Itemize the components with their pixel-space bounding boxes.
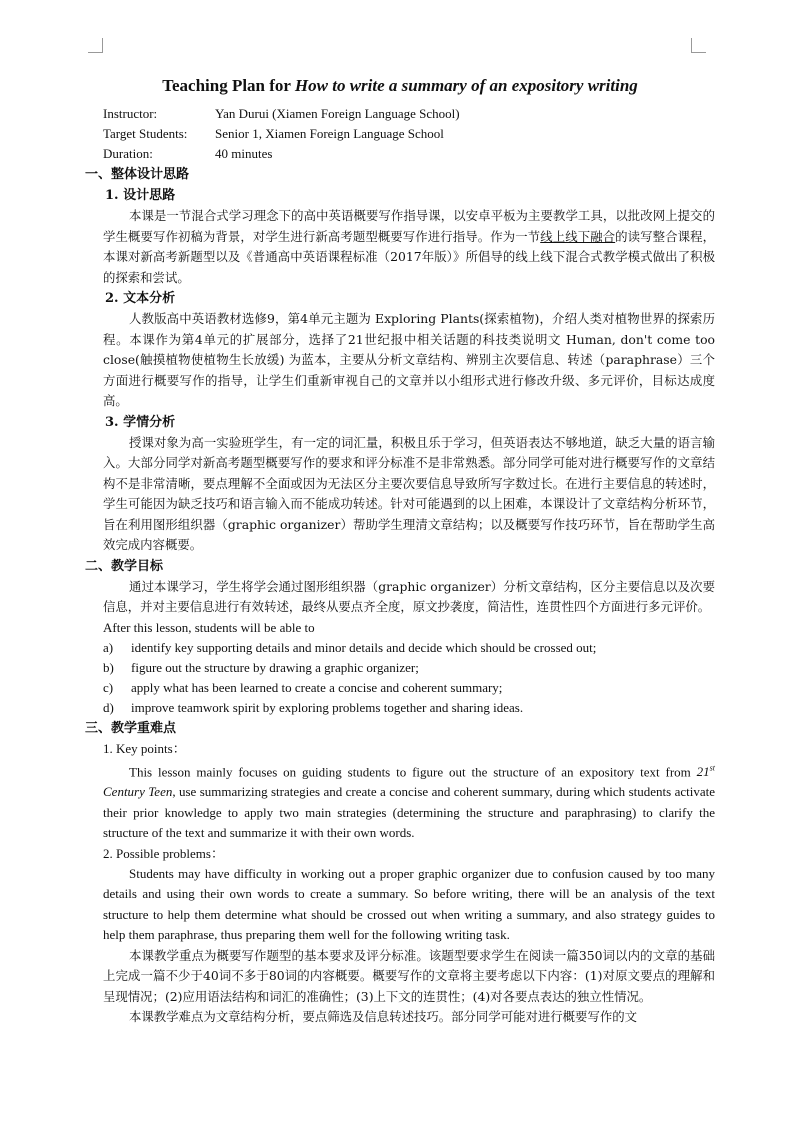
list-marker: b) [103,659,114,675]
list-text: improve teamwork spirit by exploring problems together and sharing ideas. [131,699,524,715]
subheading-design-idea: 1. 设计思路 [105,188,176,203]
key-points-label: 1. Key points： [103,740,186,756]
superscript: st [709,763,715,773]
paragraph-learner-analysis: 授课对象为高一实验班学生，有一定的词汇量，积极且乐于学习，但英语表达不够地道，缺乏大量的语言输入。大部分同学对新高考题型概要写作的要求和评分标准不是非常熟悉。部分同学可能对进行概要写作的文章结构不是非常清晰，要点理解不全面或因为无法区分主要次要信息导致所写字数过长。在进行主要信息的转述时，学生可能因为缺乏技巧和语言输入而不能成功转述。针对可能遇到的以上困难，本课设计了文章结构分析环节，旨在利用图形组织器（graphic organizer）帮助学生理清文章结构；以及概要写作技巧环节，旨在帮助学生高效完成内容概要。 [103,434,715,552]
meta-row-target-students [103,124,715,144]
section-heading-objectives: 二、教学目标 [85,558,164,574]
list-marker: a) [103,639,114,655]
subheading-learner-analysis: 3. 学情分析 [105,414,176,430]
meta-key: Duration: [103,146,153,161]
list-text: figure out the structure by drawing a graphic organizer; [131,659,419,675]
paragraph-teaching-difficulty: 本课教学难点为文章结构分析，要点筛选及信息转述技巧。部分同学可能对进行概要写作的文 [129,1009,638,1025]
text-run: This lesson mainly focuses on guiding students to figure out the structure of an expository text from [129,763,697,779]
crop-mark-top-right [691,38,706,53]
paragraph-design-idea [85,206,715,288]
subheading-text-analysis: 2. 文本分析 [105,291,176,306]
meta-row-duration [103,144,715,164]
list-text: apply what has been learned to create a concise and coherent summary; [131,679,503,695]
meta-value: Senior 1, Xiamen Foreign Language School [215,126,444,141]
objectives-list [85,638,715,718]
text-run: 本课是一节混合式学习理念下的高中英语概要写作指导课，以安卓平板为主要教学工具，以批改网上提交的学生概要写作初稿为背景，对学生进行新高考题型概要写作进行指导。作为一节 [103,208,715,244]
list-item [103,698,715,718]
paragraph-possible-problems: Students may have difficulty in working out a proper graphic organizer due to confusion caused by too many details and using their own words to create a summary. So before writing, there will be an analysis of the text structure to help them determine what should be crossed out when writing a summary, and also strategy guides to help them paraphrase, thus preparing them well for the following writing task. [103,865,715,943]
meta-value: 40 minutes [215,146,273,161]
section-heading-key-difficult-points: 三、教学重难点 [85,720,177,736]
list-text: identify key supporting details and minor details and decide which should be crossed out; [131,639,597,655]
meta-key: Target Students: [103,126,188,141]
crop-mark-top-left [88,38,103,53]
list-marker: d) [103,699,114,715]
list-item [103,638,715,658]
paragraph-objectives: 通过本课学习，学生将学会通过图形组织器（graphic organizer）分析文章结构，区分主要信息以及次要信息，并对主要信息进行有效转述，最终从要点齐全度，原文抄袭度，简洁性，连贯性四个方面进行多元评价。 [103,578,715,614]
document-page [85,76,715,1028]
paragraph-teaching-focus: 本课教学重点为概要写作题型的基本要求及评分标准。该题型要求学生在阅读一篇350词以内的文章的基础上完成一篇不少于40词不多于80词的内容概要。概要写作的文章将主要考虑以下内容：(1)对原文要点的理解和呈现情况；(2)应用语法结构和词汇的准确性；(3)上下文的连贯性；(4)对各要点表达的独立性情况。 [103,947,715,1004]
list-item [103,658,715,678]
document-title [85,76,715,96]
paragraph-text-analysis: 人教版高中英语教材选修9，第4单元主题为 Exploring Plants(探索植物)，介绍人类对植物世界的探索历程。本课作为第4单元的扩展部分，选择了21世纪报中相关话题的科技类说明文 Human, don't come too close(触摸植物使植物生长放缓) 为蓝本，主要从分析文章结构、辨别主次要信息、转述（paraphrase）三个方面进行概要写作的指导，让学生们重新审视自己的文章并以小组形式进行修改升级、多元评价，目标达成度高。 [103,311,715,408]
objectives-lead: After this lesson, students will be able to [103,619,315,635]
list-item [103,678,715,698]
meta-key: Instructor: [103,106,158,121]
meta-value: Yan Durui (Xiamen Foreign Language School) [215,106,460,121]
text-run: 21 [696,763,710,779]
meta-block [85,104,715,164]
meta-row-instructor [103,104,715,124]
paragraph-key-points [85,759,715,844]
text-run: , use summarizing strategies and create a concise and coherent summary, during which students activate their prior knowledge to apply two main strategies (determining the structure and paraphrasing) to clarify the structure of the text and summarize it with their own words. [103,784,715,841]
possible-problems-label: 2. Possible problems： [103,845,224,861]
title-prefix: Teaching Plan for [162,76,295,95]
list-marker: c) [103,679,114,695]
text-run: Century Teen [103,784,173,800]
underlined-text: 线上线下融合 [540,228,616,244]
section-heading-design: 一、整体设计思路 [85,167,190,182]
text-run: 的读写整合课程，本课对新高考新题型以及《普通高中英语课程标准（2017年版）》所倡导的线上线下混合式教学模式做出了积极的探索和尝试。 [103,228,716,285]
title-italic: How to write a summary of an expository writing [294,76,638,95]
